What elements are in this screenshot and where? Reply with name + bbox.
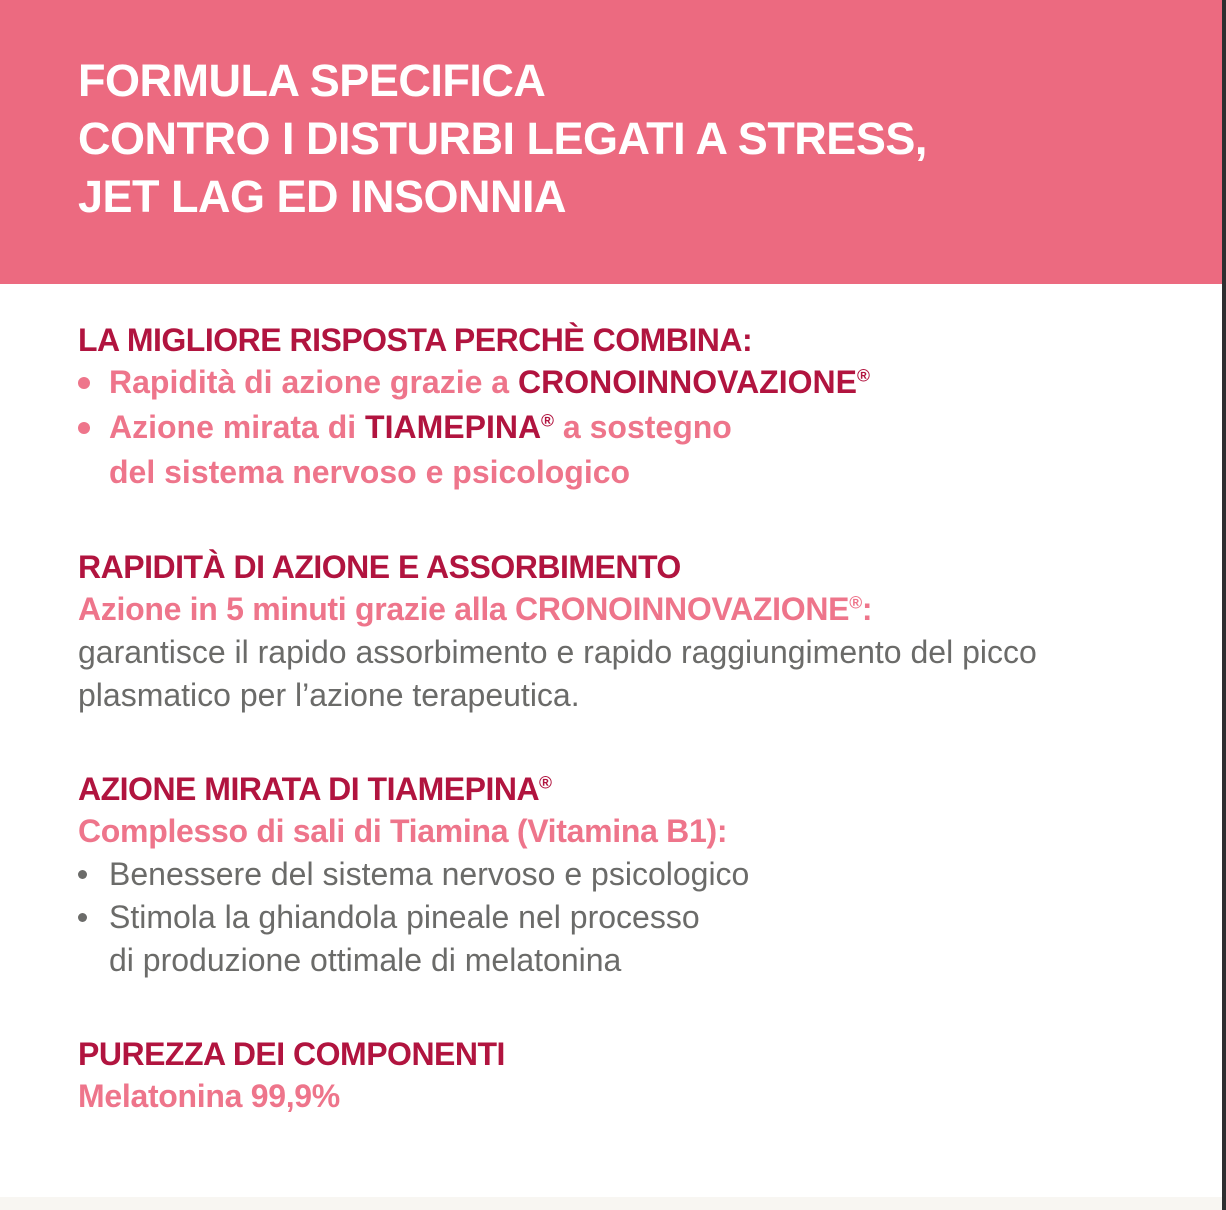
registered-mark: ®: [856, 365, 870, 386]
section-rapidita-azione: [78, 547, 1166, 717]
benefits-list: [78, 360, 1166, 495]
bullet-dot-icon: [78, 422, 90, 434]
heading-text: AZIONE MIRATA DI TIAMEPINA: [78, 771, 540, 807]
bullet-text: Rapidità di azione grazie a: [109, 364, 518, 400]
bullet-dot-icon: [78, 377, 90, 389]
section-subheading: Melatonina 99,9%: [78, 1078, 340, 1114]
right-edge-border: [1222, 0, 1226, 1210]
section-heading: RAPIDITÀ DI AZIONE E ASSORBIMENTO: [78, 549, 681, 585]
section-subheading: Complesso di sali di Tiamina (Vitamina B1):: [78, 813, 728, 849]
section-migliore-risposta: [78, 320, 1166, 495]
section-heading: [78, 769, 1166, 809]
registered-mark: ®: [539, 772, 552, 793]
registered-mark: ®: [541, 410, 555, 431]
bullet-text-line2: di produzione ottimale di melatonina: [109, 942, 622, 978]
section-purezza: [78, 1034, 1166, 1118]
bullet-text-line2: del sistema nervoso e psicologico: [109, 454, 631, 490]
subheading-text: Azione in 5 minuti grazie alla CRONOINNOVAZIONE: [78, 591, 850, 627]
subheading-colon: :: [861, 591, 873, 627]
list-item-text: [109, 360, 870, 405]
bullet-text-line1: Stimola la ghiandola pineale nel processo: [109, 899, 700, 935]
banner-title-line-3: JET LAG ED INSONNIA: [78, 171, 567, 222]
section-heading: LA MIGLIORE RISPOSTA PERCHÈ COMBINA:: [78, 322, 753, 358]
list-item-text: Benessere del sistema nervoso e psicologico: [109, 856, 750, 892]
tiamepina-benefits-list: [78, 853, 1166, 982]
registered-mark: ®: [849, 592, 862, 613]
list-item: [78, 360, 1166, 405]
bottom-edge-strip: [0, 1197, 1226, 1210]
bullet-text: a sostegno: [554, 409, 732, 445]
banner-title-line-1: FORMULA SPECIFICA: [78, 55, 546, 106]
list-item-text: [109, 896, 700, 982]
list-item: [78, 405, 1166, 495]
list-item-text: [109, 405, 732, 495]
body-line: del picco plasmatico per l’azione terapeutica.: [78, 634, 1037, 713]
section-azione-mirata: [78, 769, 1166, 982]
banner-title-line-2: CONTRO I DISTURBI LEGATI A STRESS,: [78, 113, 927, 164]
brand-name: CRONOINNOVAZIONE: [517, 364, 857, 400]
bullet-dot-icon: [78, 913, 87, 922]
content-area: [0, 284, 1226, 1170]
section-subheading: [78, 587, 1166, 631]
body-line: garantisce il rapido assorbimento e rapido raggiungimento: [78, 634, 902, 670]
bullet-dot-icon: [78, 870, 87, 879]
section-heading: PUREZZA DEI COMPONENTI: [78, 1036, 505, 1072]
section-body: [78, 631, 1166, 717]
bullet-text: Azione mirata di: [109, 409, 366, 445]
brand-name: TIAMEPINA: [365, 409, 542, 445]
list-item: [78, 896, 1166, 982]
list-item: [78, 853, 1166, 896]
header-banner: [0, 0, 1226, 284]
